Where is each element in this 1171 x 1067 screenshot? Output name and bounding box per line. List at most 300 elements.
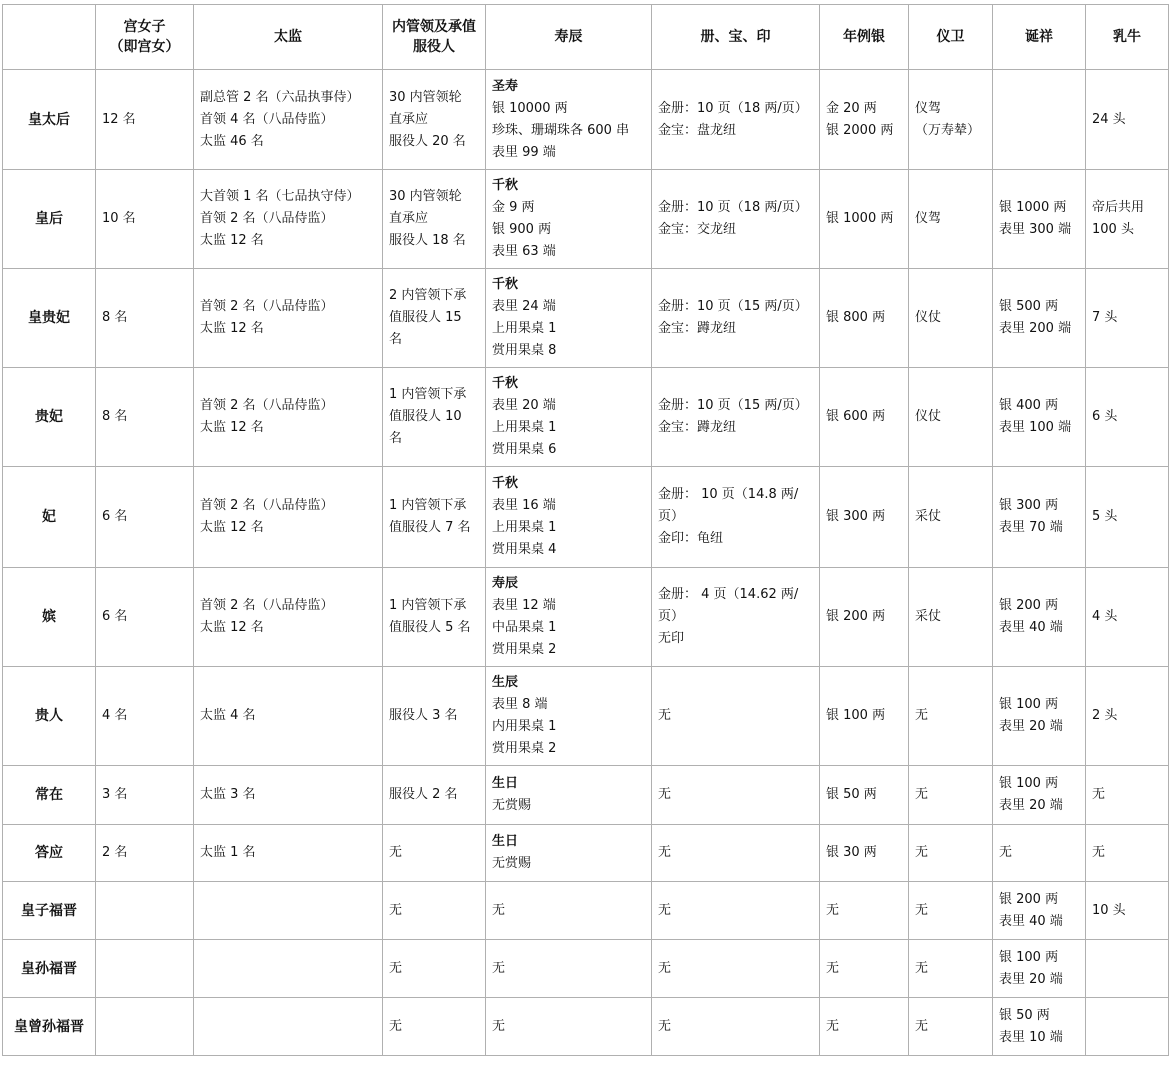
dairy-cows-cell xyxy=(1086,368,1169,467)
cell-line: 10 名 xyxy=(102,211,136,226)
seals-cell xyxy=(652,467,820,568)
table-row xyxy=(3,170,1169,269)
cell-line: 1 内管领下承 xyxy=(389,598,467,613)
palace-maids-cell xyxy=(96,667,194,766)
servants-cell xyxy=(383,882,486,940)
guard-cell xyxy=(909,368,993,467)
birth-gift-cell xyxy=(993,368,1086,467)
cell-line: 银 2000 两 xyxy=(826,122,894,138)
dairy-cows-cell xyxy=(1086,766,1169,825)
annual-silver-cell xyxy=(820,368,909,467)
cell-line: 采仗 xyxy=(915,509,942,524)
rank-cell: 贵妃 xyxy=(3,368,96,467)
table-row xyxy=(3,998,1169,1056)
eunuchs-cell xyxy=(194,170,383,269)
rank-cell: 皇太后 xyxy=(3,70,96,170)
cell-line: 银 100 两 xyxy=(999,697,1059,712)
table-row xyxy=(3,766,1169,825)
birthday-title: 千秋 xyxy=(492,376,519,391)
cell-line: 银 30 两 xyxy=(826,845,877,860)
cell-line: 无 xyxy=(658,902,672,918)
annual-silver-cell xyxy=(820,825,909,882)
rank-cell: 皇子福晋 xyxy=(3,882,96,940)
seals-cell xyxy=(652,269,820,368)
birthday-cell xyxy=(486,467,652,568)
cell-line: 金 9 两 xyxy=(492,200,535,215)
servants-cell xyxy=(383,568,486,667)
rank-cell: 贵人 xyxy=(3,667,96,766)
seals-cell xyxy=(652,667,820,766)
cell-line: 1 内管领下承 xyxy=(389,387,467,402)
table-row xyxy=(3,825,1169,882)
cell-line: 银 1000 两 xyxy=(826,211,894,226)
dairy-cows-cell xyxy=(1086,170,1169,269)
cell-line: 4 名 xyxy=(102,708,128,723)
cell-line: 仪仗 xyxy=(915,310,942,325)
cell-line: 银 1000 两 xyxy=(999,200,1067,215)
dairy-cows-cell xyxy=(1086,269,1169,368)
birthday-cell xyxy=(486,940,652,998)
cell-line: 8 名 xyxy=(102,409,128,424)
header-row xyxy=(3,5,1169,70)
header-corner-cell xyxy=(3,5,96,70)
birth-gift-cell xyxy=(993,667,1086,766)
seals-cell xyxy=(652,368,820,467)
cell-line: 7 头 xyxy=(1092,310,1118,325)
cell-line: 无 xyxy=(658,960,672,976)
cell-line: 太监 12 名 xyxy=(200,321,264,336)
cell-line: 首领 4 名（八品侍监） xyxy=(200,111,334,127)
cell-line: 无 xyxy=(915,1018,929,1034)
palace-maids-cell xyxy=(96,70,194,170)
cell-line: 表里 20 端 xyxy=(999,971,1063,987)
dairy-cows-cell xyxy=(1086,882,1169,940)
cell-line: 副总管 2 名（六品执事侍） xyxy=(200,89,360,105)
cell-line: 金册：10 页（18 两/页） xyxy=(658,200,808,215)
cell-line: 名 xyxy=(389,431,403,446)
eunuchs-cell xyxy=(194,467,383,568)
cell-line: 10 头 xyxy=(1092,902,1126,918)
palace-maids-cell xyxy=(96,766,194,825)
birthday-cell xyxy=(486,368,652,467)
seals-cell xyxy=(652,568,820,667)
birth-gift-cell xyxy=(993,70,1086,170)
servants-cell xyxy=(383,825,486,882)
cell-line: 无 xyxy=(826,902,840,918)
cell-line: 无 xyxy=(492,1018,506,1034)
guard-cell xyxy=(909,998,993,1056)
cell-line: 24 头 xyxy=(1092,111,1126,127)
cell-line: 中品果桌 1 xyxy=(492,620,557,635)
rank-cell: 皇后 xyxy=(3,170,96,269)
cell-line: 无 xyxy=(826,960,840,976)
dairy-cows-cell xyxy=(1086,940,1169,998)
eunuchs-cell xyxy=(194,766,383,825)
cell-line: 银 300 两 xyxy=(826,509,886,524)
cell-line: 12 名 xyxy=(102,111,136,127)
cell-line: 首领 2 名（八品侍监） xyxy=(200,498,334,513)
eunuchs-cell xyxy=(194,667,383,766)
birthday-cell xyxy=(486,70,652,170)
cell-line: 首领 2 名（八品侍监） xyxy=(200,398,334,413)
birthday-cell xyxy=(486,882,652,940)
cell-line: 金宝：蹲龙纽 xyxy=(658,420,737,435)
header-birthday: 寿辰 xyxy=(486,5,652,70)
cell-line: 表里 70 端 xyxy=(999,520,1063,535)
cell-line: 无 xyxy=(389,1018,403,1034)
cell-line: 银 400 两 xyxy=(999,398,1059,413)
guard-cell xyxy=(909,170,993,269)
header-birth-gift: 诞祥 xyxy=(993,5,1086,70)
header-eunuchs: 太监 xyxy=(194,5,383,70)
cell-line: 30 内管领轮 xyxy=(389,189,462,204)
rank-cell: 皇贵妃 xyxy=(3,269,96,368)
cell-line: 表里 63 端 xyxy=(492,244,556,259)
cell-line: 无 xyxy=(492,902,506,918)
rank-cell: 皇孙福晋 xyxy=(3,940,96,998)
cell-line: 无 xyxy=(1092,787,1106,802)
cell-line: 表里 20 端 xyxy=(492,398,556,413)
table-body xyxy=(3,70,1169,1056)
rank-cell: 答应 xyxy=(3,825,96,882)
cell-line: 无 xyxy=(389,845,403,860)
cell-line: 页） xyxy=(658,609,685,624)
birth-gift-cell xyxy=(993,170,1086,269)
header-dairy-cows: 乳牛 xyxy=(1086,5,1169,70)
cell-line: 直承应 xyxy=(389,111,429,127)
guard-cell xyxy=(909,766,993,825)
birthday-title: 千秋 xyxy=(492,178,519,193)
header-palace-maids-line: 宫女子 （即宫女） xyxy=(109,19,180,55)
birthday-cell xyxy=(486,766,652,825)
table-row xyxy=(3,667,1169,766)
cell-line: 首领 2 名（八品侍监） xyxy=(200,299,334,314)
seals-cell xyxy=(652,825,820,882)
cell-line: 服役人 3 名 xyxy=(389,708,458,723)
eunuchs-cell xyxy=(194,70,383,170)
cell-line: 帝后共用 xyxy=(1092,200,1145,215)
birthday-title: 寿辰 xyxy=(492,576,519,591)
cell-line: 5 头 xyxy=(1092,509,1118,524)
guard-cell xyxy=(909,825,993,882)
guard-cell xyxy=(909,568,993,667)
cell-line: 太监 12 名 xyxy=(200,520,264,535)
dairy-cows-cell xyxy=(1086,467,1169,568)
cell-line: 表里 200 端 xyxy=(999,321,1072,336)
cell-line: 银 200 两 xyxy=(826,609,886,624)
palace-maids-cell xyxy=(96,467,194,568)
cell-line: 2 名 xyxy=(102,845,128,860)
cell-line: 100 头 xyxy=(1092,222,1134,237)
cell-line: 表里 40 端 xyxy=(999,913,1063,929)
cell-line: 金 20 两 xyxy=(826,100,877,116)
cell-line: 表里 99 端 xyxy=(492,144,556,160)
cell-line: 无 xyxy=(658,708,672,723)
guard-cell xyxy=(909,70,993,170)
cell-line: 银 200 两 xyxy=(999,598,1059,613)
cell-line: 银 600 两 xyxy=(826,409,886,424)
cell-line: 金册：10 页（15 两/页） xyxy=(658,299,808,314)
cell-line: 表里 300 端 xyxy=(999,222,1072,237)
eunuchs-cell xyxy=(194,940,383,998)
cell-line: 表里 24 端 xyxy=(492,299,556,314)
cell-line: 赏用果桌 2 xyxy=(492,741,557,756)
guard-cell xyxy=(909,467,993,568)
cell-line: 银 10000 两 xyxy=(492,100,568,116)
cell-line: 无 xyxy=(1092,845,1106,860)
birth-gift-cell xyxy=(993,882,1086,940)
dairy-cows-cell xyxy=(1086,568,1169,667)
eunuchs-cell xyxy=(194,368,383,467)
cell-line: 无 xyxy=(915,845,929,860)
annual-silver-cell xyxy=(820,940,909,998)
cell-line: 金册：10 页（15 两/页） xyxy=(658,398,808,413)
cell-line: 太监 3 名 xyxy=(200,787,256,802)
cell-line: 4 头 xyxy=(1092,609,1118,624)
palace-maids-cell xyxy=(96,940,194,998)
birth-gift-cell xyxy=(993,467,1086,568)
annual-silver-cell xyxy=(820,667,909,766)
cell-line: 首领 2 名（八品侍监） xyxy=(200,211,334,226)
cell-line: 无 xyxy=(915,787,929,802)
cell-line: 银 100 两 xyxy=(999,776,1059,791)
cell-line: 无 xyxy=(492,960,506,976)
cell-line: 银 300 两 xyxy=(999,498,1059,513)
cell-line: 银 900 两 xyxy=(492,222,552,237)
eunuchs-cell xyxy=(194,825,383,882)
seals-cell xyxy=(652,70,820,170)
header-palace-maids xyxy=(96,5,194,70)
cell-line: 金册： 10 页（14.8 两/ xyxy=(658,487,799,502)
cell-line: 2 头 xyxy=(1092,708,1118,723)
cell-line: 表里 20 端 xyxy=(999,798,1063,813)
cell-line: 采仗 xyxy=(915,609,942,624)
cell-line: 6 名 xyxy=(102,609,128,624)
guard-cell xyxy=(909,269,993,368)
table-row xyxy=(3,467,1169,568)
servants-cell xyxy=(383,170,486,269)
cell-line: 无 xyxy=(915,708,929,723)
servants-cell xyxy=(383,940,486,998)
rank-privileges-table xyxy=(2,4,1169,1056)
cell-line: 赏用果桌 6 xyxy=(492,442,557,457)
eunuchs-cell xyxy=(194,568,383,667)
birthday-cell xyxy=(486,269,652,368)
cell-line: 太监 1 名 xyxy=(200,845,256,860)
annual-silver-cell xyxy=(820,766,909,825)
cell-line: 银 100 两 xyxy=(826,708,886,723)
cell-line: 银 50 两 xyxy=(826,787,877,802)
dairy-cows-cell xyxy=(1086,998,1169,1056)
cell-line: 值服役人 7 名 xyxy=(389,520,471,535)
servants-cell xyxy=(383,269,486,368)
rank-cell: 皇曾孙福晋 xyxy=(3,998,96,1056)
cell-line: 名 xyxy=(389,332,403,347)
cell-line: 内用果桌 1 xyxy=(492,719,557,734)
guard-cell xyxy=(909,882,993,940)
cell-line: 表里 100 端 xyxy=(999,420,1072,435)
cell-line: 表里 10 端 xyxy=(999,1029,1063,1045)
cell-line: 服役人 2 名 xyxy=(389,787,458,802)
cell-line: 无 xyxy=(915,902,929,918)
birthday-title: 生辰 xyxy=(492,675,519,690)
table-row xyxy=(3,70,1169,170)
palace-maids-cell xyxy=(96,825,194,882)
birthday-cell xyxy=(486,568,652,667)
cell-line: 首领 2 名（八品侍监） xyxy=(200,598,334,613)
dairy-cows-cell xyxy=(1086,825,1169,882)
cell-line: 无 xyxy=(826,1018,840,1034)
annual-silver-cell xyxy=(820,467,909,568)
servants-cell xyxy=(383,467,486,568)
birthday-cell xyxy=(486,825,652,882)
eunuchs-cell xyxy=(194,998,383,1056)
birth-gift-cell xyxy=(993,998,1086,1056)
cell-line: 无 xyxy=(658,1018,672,1034)
seals-cell xyxy=(652,940,820,998)
cell-line: 无赏赐 xyxy=(492,856,532,871)
servants-cell xyxy=(383,998,486,1056)
cell-line: 服役人 18 名 xyxy=(389,233,466,248)
cell-line: 直承应 xyxy=(389,211,429,226)
cell-line: 赏用果桌 2 xyxy=(492,642,557,657)
birth-gift-cell xyxy=(993,269,1086,368)
cell-line: 表里 16 端 xyxy=(492,498,556,513)
header-annual-silver: 年例银 xyxy=(820,5,909,70)
cell-line: 8 名 xyxy=(102,310,128,325)
eunuchs-cell xyxy=(194,269,383,368)
cell-line: 太监 12 名 xyxy=(200,620,264,635)
cell-line: 上用果桌 1 xyxy=(492,520,557,535)
birthday-title: 生日 xyxy=(492,834,519,849)
birthday-title: 圣寿 xyxy=(492,78,519,94)
servants-cell xyxy=(383,667,486,766)
rank-cell: 嫔 xyxy=(3,568,96,667)
cell-line: 赏用果桌 4 xyxy=(492,542,557,557)
annual-silver-cell xyxy=(820,70,909,170)
table-row xyxy=(3,269,1169,368)
cell-line: 赏用果桌 8 xyxy=(492,343,557,358)
cell-line: 太监 12 名 xyxy=(200,420,264,435)
servants-cell xyxy=(383,368,486,467)
cell-line: 大首领 1 名（七品执守侍） xyxy=(200,189,360,204)
cell-line: 银 800 两 xyxy=(826,310,886,325)
birthday-cell xyxy=(486,170,652,269)
cell-line: 太监 4 名 xyxy=(200,708,256,723)
dairy-cows-cell xyxy=(1086,667,1169,766)
cell-line: 1 内管领下承 xyxy=(389,498,467,513)
cell-line: 银 50 两 xyxy=(999,1007,1050,1023)
cell-line: 无赏赐 xyxy=(492,798,532,813)
cell-line: 太监 12 名 xyxy=(200,233,264,248)
palace-maids-cell xyxy=(96,998,194,1056)
seals-cell xyxy=(652,170,820,269)
annual-silver-cell xyxy=(820,998,909,1056)
cell-line: 金册：10 页（18 两/页） xyxy=(658,100,808,116)
cell-line: 金册： 4 页（14.62 两/ xyxy=(658,587,799,602)
table-row xyxy=(3,882,1169,940)
cell-line: 2 内管领下承 xyxy=(389,288,467,303)
annual-silver-cell xyxy=(820,170,909,269)
header-seals: 册、宝、印 xyxy=(652,5,820,70)
annual-silver-cell xyxy=(820,882,909,940)
cell-line: 服役人 20 名 xyxy=(389,133,466,149)
cell-line: 太监 46 名 xyxy=(200,133,264,149)
cell-line: 金印：龟纽 xyxy=(658,531,724,546)
cell-line: 仪驾 xyxy=(915,100,942,116)
birth-gift-cell xyxy=(993,568,1086,667)
servants-cell xyxy=(383,70,486,170)
birth-gift-cell xyxy=(993,766,1086,825)
rank-cell: 妃 xyxy=(3,467,96,568)
table-header xyxy=(3,5,1169,70)
cell-line: 6 头 xyxy=(1092,409,1118,424)
guard-cell xyxy=(909,667,993,766)
dairy-cows-cell xyxy=(1086,70,1169,170)
birthday-title: 千秋 xyxy=(492,277,519,292)
cell-line: 值服役人 15 xyxy=(389,310,462,325)
birthday-title: 生日 xyxy=(492,776,519,791)
header-servants: 内管领及承值服役人 xyxy=(383,5,486,70)
cell-line: 无印 xyxy=(658,631,685,646)
birthday-cell xyxy=(486,667,652,766)
guard-cell xyxy=(909,940,993,998)
palace-maids-cell xyxy=(96,882,194,940)
cell-line: 珍珠、珊瑚珠各 600 串 xyxy=(492,122,630,138)
seals-cell xyxy=(652,766,820,825)
annual-silver-cell xyxy=(820,568,909,667)
cell-line: 6 名 xyxy=(102,509,128,524)
seals-cell xyxy=(652,998,820,1056)
palace-maids-cell xyxy=(96,568,194,667)
cell-line: 表里 40 端 xyxy=(999,620,1063,635)
birth-gift-cell xyxy=(993,825,1086,882)
cell-line: （万寿辇） xyxy=(915,122,981,138)
table-row xyxy=(3,368,1169,467)
seals-cell xyxy=(652,882,820,940)
cell-line: 上用果桌 1 xyxy=(492,321,557,336)
birthday-title: 千秋 xyxy=(492,476,519,491)
cell-line: 仪驾 xyxy=(915,211,942,226)
palace-maids-cell xyxy=(96,170,194,269)
cell-line: 无 xyxy=(389,902,403,918)
servants-cell xyxy=(383,766,486,825)
cell-line: 值服役人 5 名 xyxy=(389,620,471,635)
eunuchs-cell xyxy=(194,882,383,940)
cell-line: 银 200 两 xyxy=(999,891,1059,907)
annual-silver-cell xyxy=(820,269,909,368)
cell-line: 无 xyxy=(999,845,1013,860)
palace-maids-cell xyxy=(96,368,194,467)
cell-line: 金宝：蹲龙纽 xyxy=(658,321,737,336)
cell-line: 金宝：交龙纽 xyxy=(658,222,737,237)
birth-gift-cell xyxy=(993,940,1086,998)
birthday-cell xyxy=(486,998,652,1056)
cell-line: 30 内管领轮 xyxy=(389,89,462,105)
cell-line: 银 100 两 xyxy=(999,949,1059,965)
cell-line: 表里 8 端 xyxy=(492,697,548,712)
cell-line: 金宝：盘龙纽 xyxy=(658,122,737,138)
header-guard: 仪卫 xyxy=(909,5,993,70)
cell-line: 表里 20 端 xyxy=(999,719,1063,734)
palace-maids-cell xyxy=(96,269,194,368)
cell-line: 值服役人 10 xyxy=(389,409,462,424)
cell-line: 无 xyxy=(389,960,403,976)
cell-line: 仪仗 xyxy=(915,409,942,424)
cell-line: 表里 12 端 xyxy=(492,598,556,613)
cell-line: 3 名 xyxy=(102,787,128,802)
cell-line: 无 xyxy=(915,960,929,976)
